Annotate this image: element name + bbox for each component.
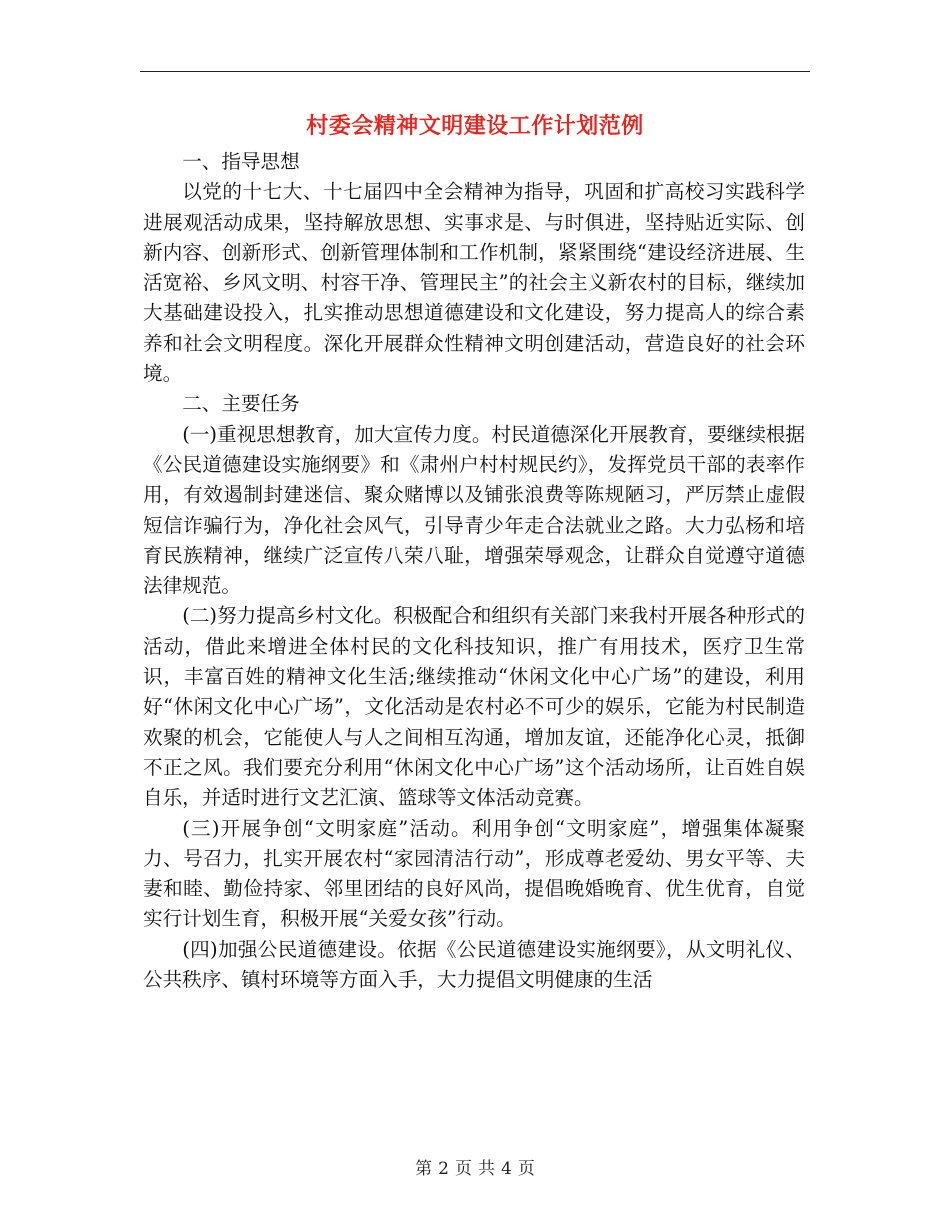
page-total: 4 bbox=[501, 1159, 512, 1179]
body-paragraph: (三)开展争创“文明家庭”活动。利用争创“文明家庭”，增强集体凝聚力、号召力，扎实开展农村“家园清洁行动”，形成尊老爱幼、男女平等、夫妻和睦、勤俭持家、邻里团结的良好风尚，提倡晚婚晚育、优生优育，自觉实行计划生育，积极开展“关爱女孩”行动。 bbox=[143, 816, 805, 931]
page-footer bbox=[0, 1154, 950, 1179]
body-paragraph: 以党的十七大、十七届四中全会精神为指导，巩固和扩高校习实践科学进展观活动成果，坚持解放思想、实事求是、与时俱进，坚持贴近实际、创新内容、创新形式、创新管理体制和工作机制，紧紧围绕“建设经济进展、生活宽裕、乡风文明、村容干净、管理民主”的社会主义新农村的目标，继续加大基础建设投入，扎实推动思想道德建设和文化建设，努力提高人的综合素养和社会文明程度。深化开展群众性精神文明创建活动，营造良好的社会环境。 bbox=[143, 180, 805, 386]
body-paragraph: (四)加强公民道德建设。依据《公民道德建设实施纲要》，从文明礼仪、公共秩序、镇村环境等方面入手，大力提倡文明健康的生活 bbox=[143, 937, 805, 992]
footer-ye: 页 bbox=[455, 1159, 472, 1179]
page-number: 2 bbox=[438, 1159, 449, 1179]
body-paragraph: (二)努力提高乡村文化。积极配合和组织有关部门来我村开展各种形式的活动，借此来增进全体村民的文化科技知识，推广有用技术，医疗卫生常识，丰富百姓的精神文化生活;继续推动“休闲文化中心广场”的建设，利用好“休闲文化中心广场”，文化活动是农村必不可少的娱乐，它能为村民制造欢聚的机会，它能使人与人之间相互沟通，增加友谊，还能净化心灵，抵御不正之风。我们要充分利用“休闲文化中心广场”这个活动场所，让百姓自娱自乐，并适时进行文艺汇演、篮球等文体活动竞赛。 bbox=[143, 604, 805, 810]
footer-gong: 共 bbox=[478, 1159, 495, 1179]
header-rule bbox=[140, 71, 810, 72]
section-heading: 二、主要任务 bbox=[182, 392, 300, 416]
footer-di: 第 bbox=[415, 1159, 433, 1179]
footer-ye2: 页 bbox=[517, 1159, 535, 1179]
body-paragraph: (一)重视思想教育，加大宣传力度。村民道德深化开展教育，要继续根据《公民道德建设实施纲要》和《肃州户村村规民约》，发挥党员干部的表率作用，有效遏制封建迷信、聚众赌博以及铺张浪费等陈规陋习，严厉禁止虚假短信诈骗行为，净化社会风气，引导青少年走合法就业之路。大力弘杨和培育民族精神，继续广泛宣传八荣八耻，增强荣辱观念，让群众自觉遵守道德法律规范。 bbox=[143, 422, 805, 598]
document-body bbox=[143, 147, 805, 995]
section-heading: 一、指导思想 bbox=[182, 150, 300, 173]
document-title: 村委会精神文明建设工作计划范例 bbox=[306, 113, 644, 139]
